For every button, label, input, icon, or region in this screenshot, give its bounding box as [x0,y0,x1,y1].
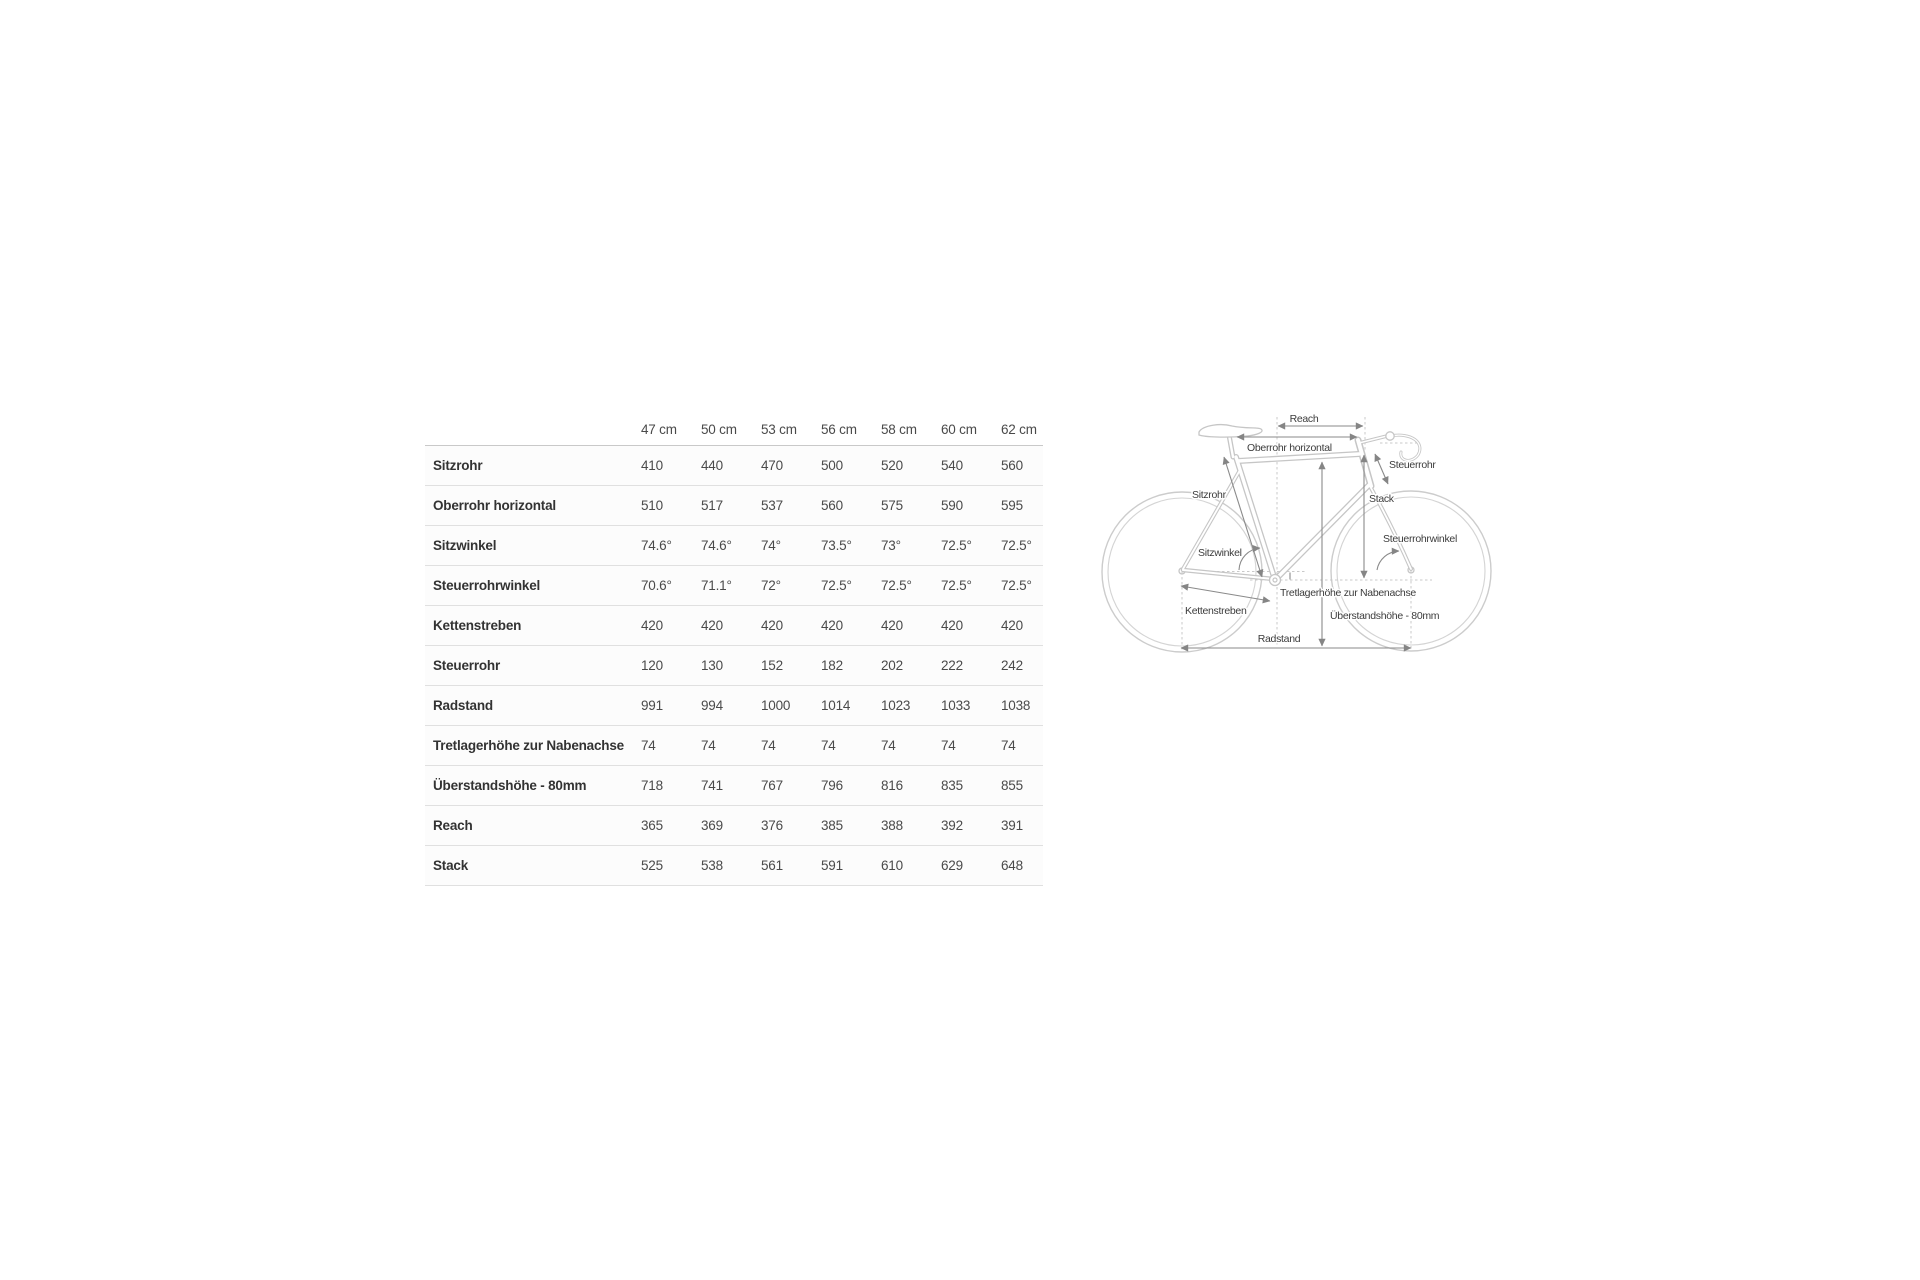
geometry-row-label: Sitzrohr [433,458,483,473]
geometry-row-stack [425,846,1043,886]
tretlagerhoehe-label: Tretlagerhöhe zur Nabenachse [1280,587,1416,599]
reach-label: Reach [1289,413,1319,425]
geometry-value-cell: 72.5° [1001,538,1032,553]
steuerrohr-label: Steuerrohr [1389,459,1436,471]
steuerrohrwinkel-arc [1377,551,1399,570]
geometry-value-cell: 74 [1001,738,1016,753]
geometry-value-cell: 420 [701,618,723,633]
geometry-row-steuerrohrwinkel [425,566,1043,606]
ueberstandshoehe-label: Überstandshöhe - 80mm [1330,610,1440,622]
geometry-row-tretlagerhoehe [425,726,1043,766]
geometry-value-cell: 72.5° [1001,578,1032,593]
geometry-value-cell: 130 [701,658,723,673]
geometry-value-cell: 74.6° [641,538,672,553]
geometry-value-cell: 70.6° [641,578,672,593]
geometry-value-cell: 385 [821,818,843,833]
geometry-value-cell: 71.1° [701,578,732,593]
geometry-row-steuerrohr [425,646,1043,686]
geometry-value-cell: 369 [701,818,723,833]
geometry-row-label: Radstand [433,698,493,713]
geometry-value-cell: 648 [1001,858,1023,873]
geometry-row-label: Reach [433,818,473,833]
geometry-value-cell: 202 [881,658,903,673]
geometry-value-cell: 420 [881,618,903,633]
sitzrohr-label: Sitzrohr [1192,489,1226,501]
size-header-cell: 53 cm [761,422,797,437]
geometry-value-cell: 74 [821,738,836,753]
geometry-value-cell: 73.5° [821,538,852,553]
geometry-value-cell: 74 [941,738,956,753]
geometry-value-cell: 991 [641,698,663,713]
geometry-value-cell: 767 [761,778,783,793]
geometry-value-cell: 420 [761,618,783,633]
geometry-value-cell: 525 [641,858,663,873]
size-header-cell: 60 cm [941,422,977,437]
geometry-value-cell: 718 [641,778,663,793]
geometry-row-label: Steuerrohrwinkel [433,578,541,593]
geometry-value-cell: 420 [941,618,963,633]
kettenstreben-label: Kettenstreben [1185,605,1247,617]
geometry-value-cell: 591 [821,858,843,873]
geometry-value-cell: 72° [761,578,781,593]
stack-label: Stack [1369,493,1394,505]
size-header-cell: 58 cm [881,422,917,437]
geometry-value-cell: 595 [1001,498,1023,513]
size-header-cell: 56 cm [821,422,857,437]
size-header-row [425,414,1043,446]
steuerrohr-arrow [1375,454,1388,484]
geometry-row-radstand [425,686,1043,726]
radstand-label: Radstand [1257,633,1301,645]
geometry-value-cell: 72.5° [881,578,912,593]
handlebar-clamp [1386,432,1394,440]
geometry-value-cell: 1014 [821,698,851,713]
geometry-row-label: Tretlagerhöhe zur Nabenachse [433,738,624,753]
geometry-value-cell: 540 [941,458,963,473]
geometry-value-cell: 470 [761,458,783,473]
geometry-value-cell: 74.6° [701,538,732,553]
geometry-value-cell: 72.5° [821,578,852,593]
geometry-value-cell: 590 [941,498,963,513]
geometry-value-cell: 73° [881,538,901,553]
geometry-value-cell: 816 [881,778,903,793]
steuerrohrwinkel-label: Steuerrohrwinkel [1383,533,1457,545]
geometry-row-label: Überstandshöhe - 80mm [433,778,587,793]
geometry-value-cell: 629 [941,858,963,873]
size-header-cell: 47 cm [641,422,677,437]
geometry-value-cell: 835 [941,778,963,793]
geometry-row-label: Steuerrohr [433,658,501,673]
geometry-row-label: Stack [433,858,469,873]
geometry-value-cell: 1023 [881,698,911,713]
geometry-value-cell: 365 [641,818,663,833]
dimension-labels [1185,413,1457,645]
bike-geometry-diagram [1100,398,1500,668]
geometry-table [425,414,1043,886]
geometry-row-reach [425,806,1043,846]
geometry-value-cell: 994 [701,698,723,713]
geometry-value-cell: 388 [881,818,903,833]
geometry-value-cell: 152 [761,658,783,673]
geometry-value-cell: 420 [641,618,663,633]
geometry-value-cell: 560 [821,498,843,513]
geometry-value-cell: 561 [761,858,783,873]
sitzwinkel-label: Sitzwinkel [1198,547,1242,559]
geometry-value-cell: 500 [821,458,843,473]
geometry-value-cell: 610 [881,858,903,873]
geometry-value-cell: 741 [701,778,723,793]
geometry-value-cell: 74 [761,738,776,753]
geometry-value-cell: 575 [881,498,903,513]
geometry-value-cell: 182 [821,658,843,673]
geometry-value-cell: 560 [1001,458,1023,473]
geometry-value-cell: 72.5° [941,538,972,553]
geometry-value-cell: 855 [1001,778,1023,793]
geometry-row-sitzwinkel [425,526,1043,566]
geometry-value-cell: 222 [941,658,963,673]
geometry-row-kettenstreben [425,606,1043,646]
size-header-cell: 62 cm [1001,422,1037,437]
bottom-bracket [1270,575,1281,586]
size-header-cell: 50 cm [701,422,737,437]
geometry-value-cell: 1038 [1001,698,1031,713]
geometry-row-oberrohr [425,486,1043,526]
geometry-value-cell: 392 [941,818,963,833]
geometry-value-cell: 391 [1001,818,1023,833]
geometry-value-cell: 376 [761,818,783,833]
geometry-value-cell: 538 [701,858,723,873]
geometry-row-label: Oberrohr horizontal [433,498,556,513]
saddle [1199,425,1262,437]
geometry-value-cell: 74° [761,538,781,553]
kettenstreben-arrow [1181,586,1270,601]
geometry-row-label: Sitzwinkel [433,538,497,553]
geometry-value-cell: 510 [641,498,663,513]
geometry-value-cell: 410 [641,458,663,473]
geometry-value-cell: 242 [1001,658,1023,673]
geometry-value-cell: 74 [881,738,896,753]
geometry-value-cell: 440 [701,458,723,473]
geometry-value-cell: 520 [881,458,903,473]
geometry-row-label: Kettenstreben [433,618,522,633]
size-header-empty-cell [425,414,641,446]
geometry-row-sitzrohr [425,446,1043,486]
geometry-value-cell: 420 [821,618,843,633]
geometry-value-cell: 72.5° [941,578,972,593]
geometry-row-ueberstandshoehe [425,766,1043,806]
geometry-value-cell: 74 [641,738,656,753]
oberrohr-label: Oberrohr horizontal [1247,442,1332,454]
geometry-value-cell: 420 [1001,618,1023,633]
geometry-value-cell: 517 [701,498,723,513]
geometry-value-cell: 1033 [941,698,971,713]
geometry-value-cell: 537 [761,498,783,513]
geometry-value-cell: 120 [641,658,663,673]
geometry-value-cell: 1000 [761,698,791,713]
geometry-value-cell: 796 [821,778,843,793]
geometry-value-cell: 74 [701,738,716,753]
